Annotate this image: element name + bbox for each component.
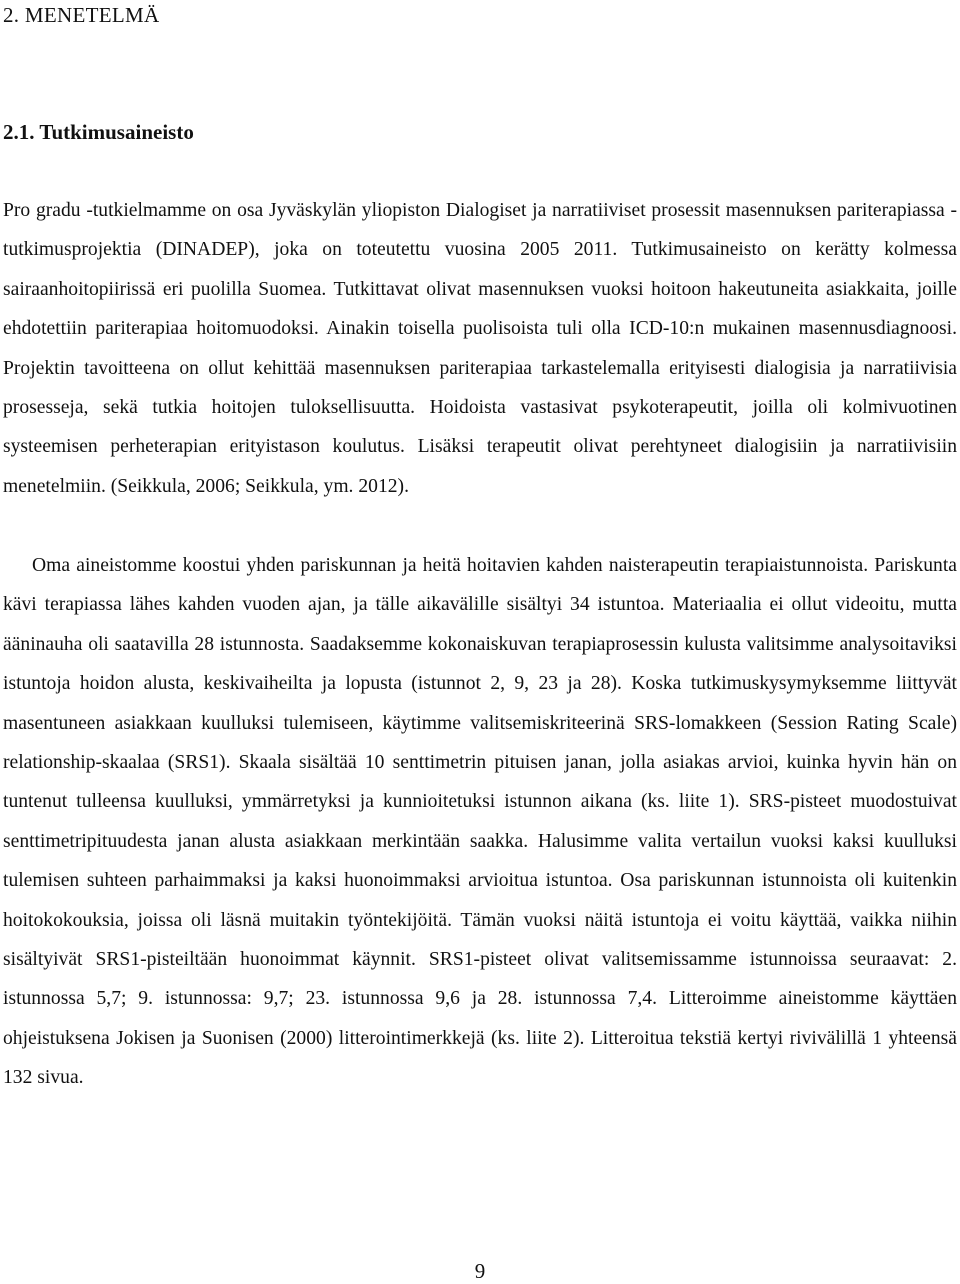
page-number: 9	[474, 1259, 486, 1283]
body-paragraph-1: Pro gradu -tutkielmamme on osa Jyväskylän yliopiston Dialogiset ja narratiiviset prosessit masennuksen pariterapiassa -tutkimusprojektia (DINADEP), joka on toteutettu vuosina 2005 2011. Tutkimusaineisto on kerätty kolmessa sairaanhoitopiirissä eri puolilla Suomea. Tutkittavat olivat masennuksen vuoksi hoitoon hakeutuneita asiakkaita, joille ehdotettiin pariterapiaa hoitomuodoksi. Ainakin toisella puolisoista tuli olla ICD-10:n mukainen masennusdiagnoosi. Projektin tavoitteena on ollut kehittää masennuksen pariterapiaa tarkastelemalla erityisesti dialogisia ja narratiivisia prosesseja, sekä tutkia hoitojen tuloksellisuutta. Hoidoista vastasivat psykoterapeutit, joilla oli kolmivuotinen systeemisen perheterapian erityistason koulutus. Lisäksi terapeutit olivat perehtyneet dialogisiin ja narratiivisiin menetelmiin. (Seikkula, 2006; Seikkula, ym. 2012).	[3, 200, 957, 497]
body-paragraph-2: Oma aineistomme koostui yhden pariskunnan ja heitä hoitavien kahden naisterapeutin terapiaistunnoista. Pariskunta kävi terapiassa lähes kahden vuoden ajan, ja tälle aikavälille sisältyi 34 istuntoa. Materiaalia ei ollut videoitu, mutta ääninauha oli saatavilla 28 istunnosta. Saadaksemme kokonaiskuvan terapiaprosessin kulusta valitsimme analysoitaviksi istuntoja hoidon alusta, keskivaiheilta ja lopusta (istunnot 2, 9, 23 ja 28). Koska tutkimuskysymyksemme liittyvät masentuneen asiakkaan kuulluksi tulemiseen, käytimme valitsemiskriteerinä SRS-lomakkeen (Session Rating Scale) relationship-skaalaa (SRS1). Skaala sisältää 10 senttimetrin pituisen janan, jolla asiakas arvioi, kuinka hyvin hän on tuntenut tulleensa kuulluksi, ymmärretyksi ja kunnioitetuksi istunnon aikana (ks. liite 1). SRS-pisteet muodostuivat senttimetripituudesta janan alusta asiakkaan merkintään saakka. Halusimme valita vertailun vuoksi kaksi kuulluksi tulemisen suhteen parhaimmaksi ja kaksi huonoimmaksi arvioitua istuntoa. Osa pariskunnan istunnoista oli kuitenkin hoitokokouksia, joissa oli läsnä muitakin työntekijöitä. Tämän vuoksi näitä istuntoja ei voitu käyttää, vaikka niihin sisältyivät SRS1-pisteiltään huonoimmat käynnit. SRS1-pisteet olivat valitsemissamme istunnoissa seuraavat: 2. istunnossa 5,7; 9. istunnossa: 9,7; 23. istunnossa 9,6 ja 28. istunnossa 7,4. Litteroimme aineistomme käyttäen ohjeistuksena Jokisen ja Suonisen (2000) litterointimerkkejä (ks. liite 2). Litteroitua tekstiä kertyi rivivälillä 1 yhteensä 132 sivua.	[3, 555, 957, 1089]
section-heading: 2.1. Tutkimusaineisto	[3, 120, 194, 144]
chapter-heading: 2. MENETELMÄ	[3, 3, 160, 27]
